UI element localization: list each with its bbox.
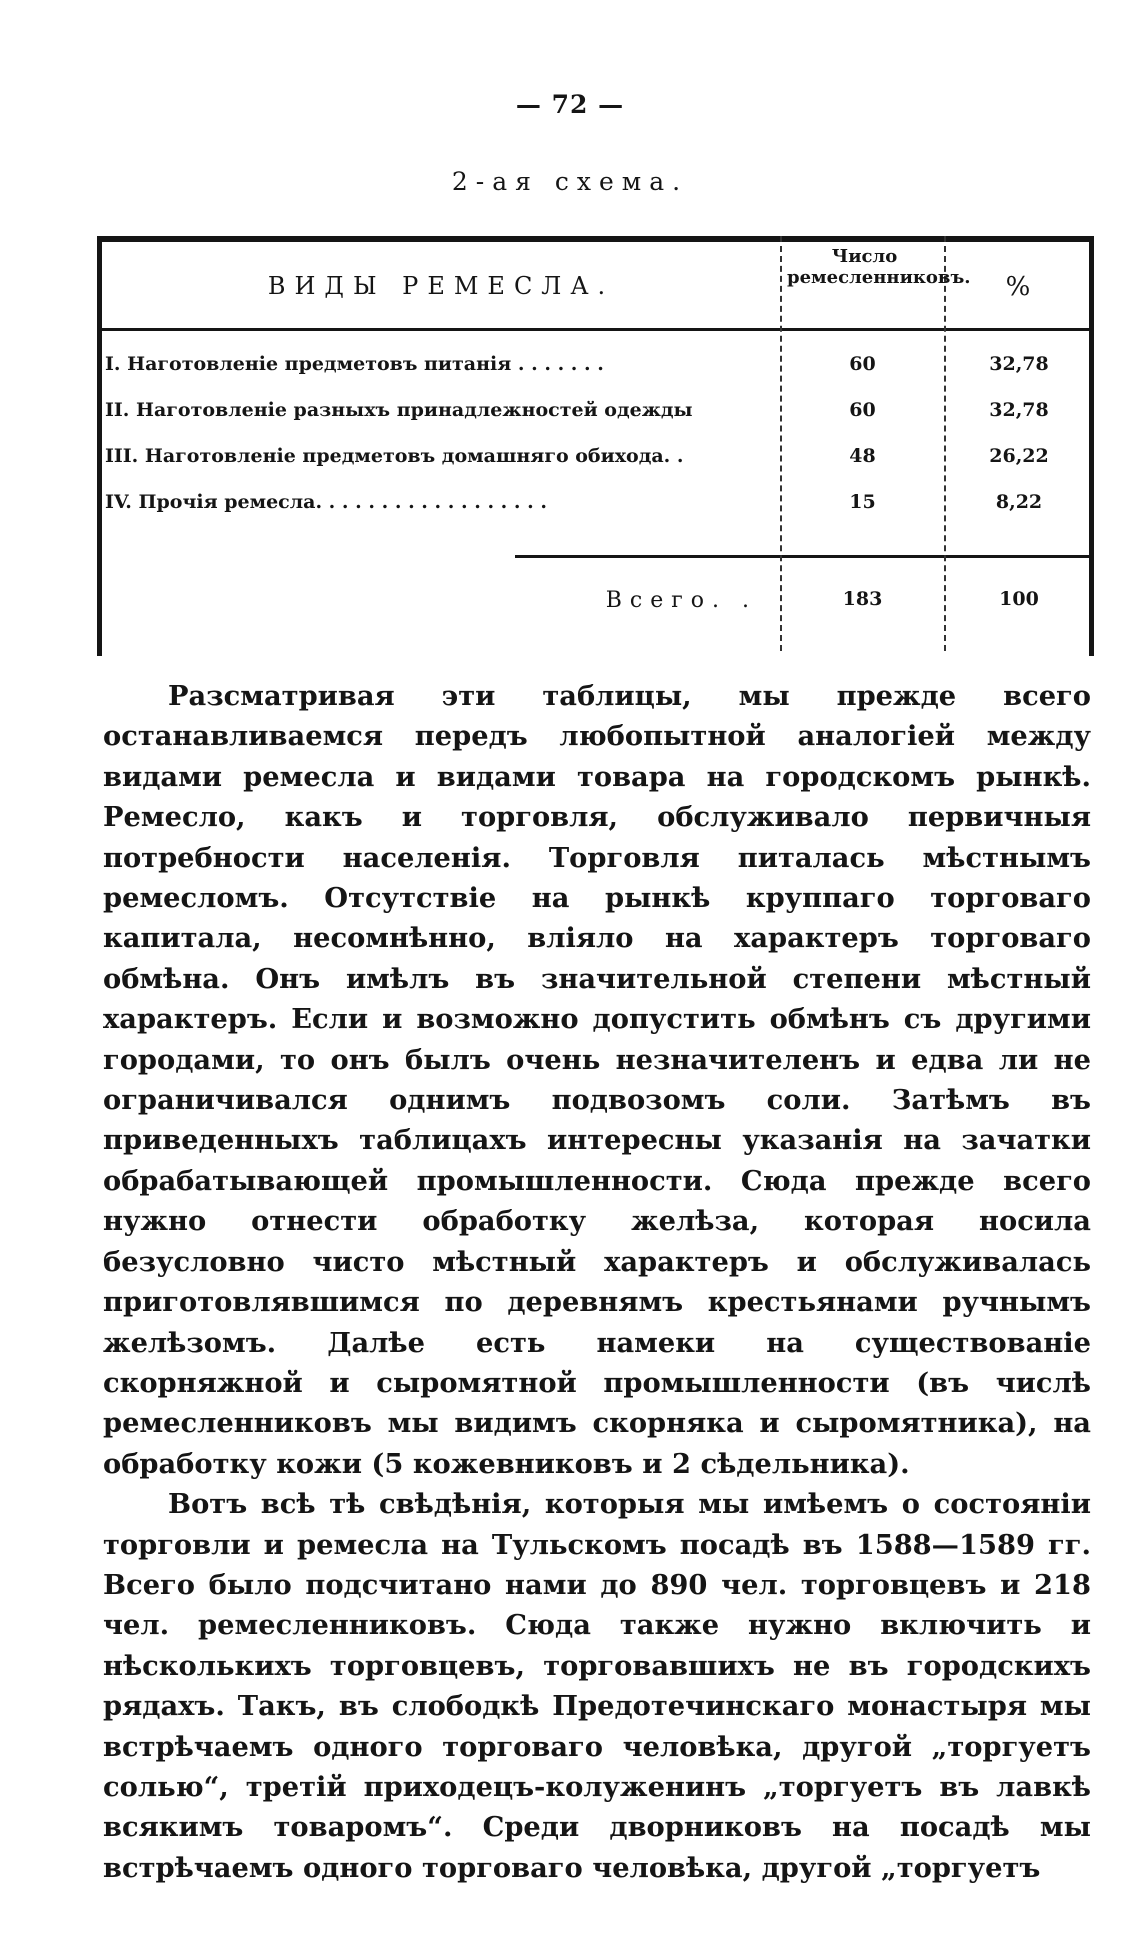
header-percent: %	[1005, 272, 1031, 302]
crafts-table	[97, 236, 1094, 656]
table-row	[97, 491, 1094, 535]
total-count: 183	[842, 588, 883, 610]
paragraph-1: Разсматривая эти таблицы, мы прежде всего останавливаемся передъ любопытной аналогіей между видами ремесла и видами товара на городскомъ рынкѣ. Ремесло, какъ и торговля, обслуживало первичныя потребности населенія. Торговля питалась мѣстнымъ ремесломъ. Отсутствіе на рынкѣ круппаго торговаго капитала, несомнѣнно, вліяло на характеръ торговаго обмѣна. Онъ имѣлъ въ значительной степени мѣстный характеръ. Если и возможно допустить обмѣнъ съ другими городами, то онъ былъ очень незначителенъ и едва ли не ограничивался однимъ подвозомъ соли. Затѣмъ въ приведенныхъ таблицахъ интересны указанія на зачатки обрабатывающей промышленности. Сюда прежде всего нужно отнести обработку желѣза, которая носила безусловно чисто мѣстный характеръ и обслуживалась приготовлявшимся по деревнямъ крестьянами ручнымъ желѣзомъ. Далѣе есть намеки на существованіе скорняжной и сыромятной промышленности (въ числѣ ремесленниковъ мы видимъ скорняка и сыромятника), на обработку кожи (5 кожевниковъ и 2 сѣдельника).	[103, 680, 1091, 1480]
row-count: 15	[849, 491, 876, 513]
row-percent: 26,22	[989, 445, 1049, 467]
row-label: IV. Прочія ремесла. . . . . . . . . . . . . . . . . .	[105, 491, 547, 513]
row-label: II. Наготовленіе разныхъ принадлежностей одежды	[105, 399, 693, 421]
table-total-rule	[515, 555, 1094, 558]
row-percent: 32,78	[989, 353, 1049, 375]
row-percent: 8,22	[995, 491, 1043, 513]
total-label: Всего. .	[605, 588, 757, 613]
row-count: 60	[849, 353, 876, 375]
row-count: 60	[849, 399, 876, 421]
page-number: — 72 —	[515, 90, 625, 119]
table-total-row	[97, 588, 1094, 632]
row-label: III. Наготовленіе предметовъ домашняго обихода. .	[105, 445, 684, 467]
row-label: I. Наготовленіе предметовъ питанія . . . . . . .	[105, 353, 604, 375]
paragraph-2: Вотъ всѣ тѣ свѣдѣнія, которыя мы имѣемъ о состояніи торговли и ремесла на Тульскомъ посадѣ въ 1588—1589 гг. Всего было подсчитано нами до 890 чел. торговцевъ и 218 чел. ремесленниковъ. Сюда также нужно включить и нѣсколькихъ торговцевъ, торговавшихъ не въ городскихъ рядахъ. Такъ, въ слободкѣ Предотечинскаго монастыря мы встрѣчаемъ одного торговаго человѣка, другой „торгуетъ солью“, третій приходецъ-колуженинъ „торгуетъ въ лавкѣ всякимъ товаромъ“. Среди дворниковъ на посадѣ мы встрѣчаемъ одного торговаго человѣка, другой „торгуетъ	[103, 1488, 1091, 1884]
table-row	[97, 445, 1094, 489]
header-count: Число ремесленниковъ.	[787, 246, 971, 288]
body-text	[103, 676, 1091, 1888]
header-kinds: ВИДЫ РЕМЕСЛА.	[267, 272, 615, 300]
table-row	[97, 353, 1094, 397]
scheme-title: 2-ая схема.	[451, 167, 689, 196]
total-percent: 100	[999, 588, 1039, 610]
table-row	[97, 399, 1094, 443]
row-count: 48	[849, 445, 876, 467]
row-percent: 32,78	[989, 399, 1049, 421]
